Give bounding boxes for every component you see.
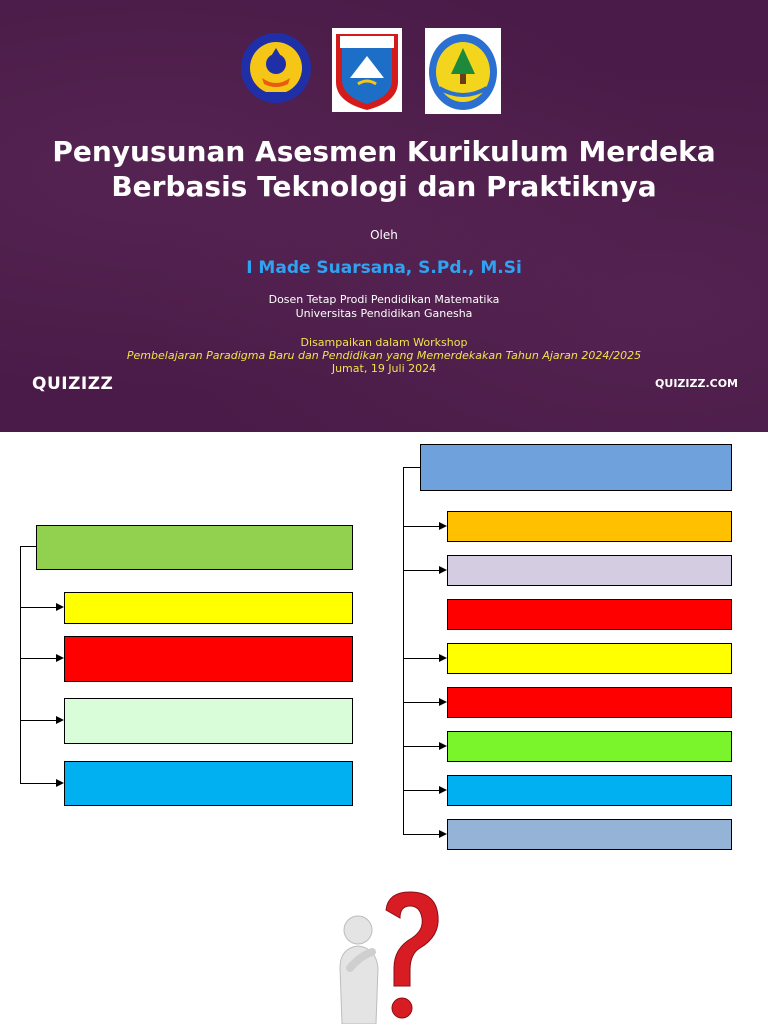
left-child-box-1 [64, 592, 353, 624]
left-arrow-4 [20, 783, 56, 784]
event-info [0, 336, 768, 375]
quizizz-url: QUIZIZZ.COM [655, 377, 738, 390]
page-title [0, 134, 768, 204]
undiksha-logo [240, 28, 312, 108]
school-logo [425, 28, 501, 114]
affiliation-line-1: Dosen Tetap Prodi Pendidikan Matematika [268, 293, 500, 306]
right-child-box-1 [447, 511, 732, 542]
title-line-2: Berbasis Teknologi dan Praktiknya [111, 170, 657, 203]
by-label: Oleh [370, 228, 398, 242]
thinking-person-question-mark-illustration [328, 890, 448, 1024]
left-parent-box [36, 525, 353, 570]
event-line-3: Jumat, 19 Juli 2024 [331, 362, 437, 375]
title-banner [0, 0, 768, 432]
left-arrow-1 [20, 607, 56, 608]
right-arrow-7 [403, 790, 439, 791]
right-arrowhead-6 [439, 742, 447, 750]
author-affiliation [0, 293, 768, 321]
left-arrowhead-1 [56, 603, 64, 611]
right-child-box-7 [447, 775, 732, 806]
right-parent-box [420, 444, 732, 491]
left-arrow-2 [20, 658, 56, 659]
right-arrow-4 [403, 658, 439, 659]
right-child-box-4 [447, 643, 732, 674]
right-arrowhead-2 [439, 566, 447, 574]
right-arrowhead-1 [439, 522, 447, 530]
left-arrowhead-2 [56, 654, 64, 662]
author-name: I Made Suarsana, S.Pd., M.Si [246, 258, 522, 278]
right-arrow-1 [403, 526, 439, 527]
right-tree-trunk [403, 467, 404, 835]
left-tree-trunk [20, 546, 21, 783]
left-tree-connector [20, 546, 37, 547]
right-arrow-5 [403, 702, 439, 703]
right-child-box-3 [447, 599, 732, 630]
right-tree-connector [403, 467, 421, 468]
right-child-box-5 [447, 687, 732, 718]
right-child-box-8 [447, 819, 732, 850]
affiliation-line-2: Universitas Pendidikan Ganesha [295, 307, 473, 320]
left-child-box-4 [64, 761, 353, 806]
right-child-box-6 [447, 731, 732, 762]
right-arrowhead-5 [439, 698, 447, 706]
quizizz-logo: QUIZIZZ [32, 374, 114, 394]
left-child-box-3 [64, 698, 353, 744]
left-arrow-3 [20, 720, 56, 721]
right-arrowhead-8 [439, 830, 447, 838]
right-child-box-2 [447, 555, 732, 586]
right-arrow-8 [403, 834, 439, 835]
title-line-1: Penyusunan Asesmen Kurikulum Merdeka [52, 135, 716, 168]
right-arrow-2 [403, 570, 439, 571]
event-line-2: Pembelajaran Paradigma Baru dan Pendidikan yang Memerdekakan Tahun Ajaran 2024/2025 [126, 349, 642, 362]
karangasem-logo [332, 28, 402, 112]
right-arrowhead-4 [439, 654, 447, 662]
left-arrowhead-4 [56, 779, 64, 787]
right-arrowhead-7 [439, 786, 447, 794]
right-arrow-6 [403, 746, 439, 747]
left-arrowhead-3 [56, 716, 64, 724]
event-line-1: Disampaikan dalam Workshop [300, 336, 468, 349]
left-child-box-2 [64, 636, 353, 682]
